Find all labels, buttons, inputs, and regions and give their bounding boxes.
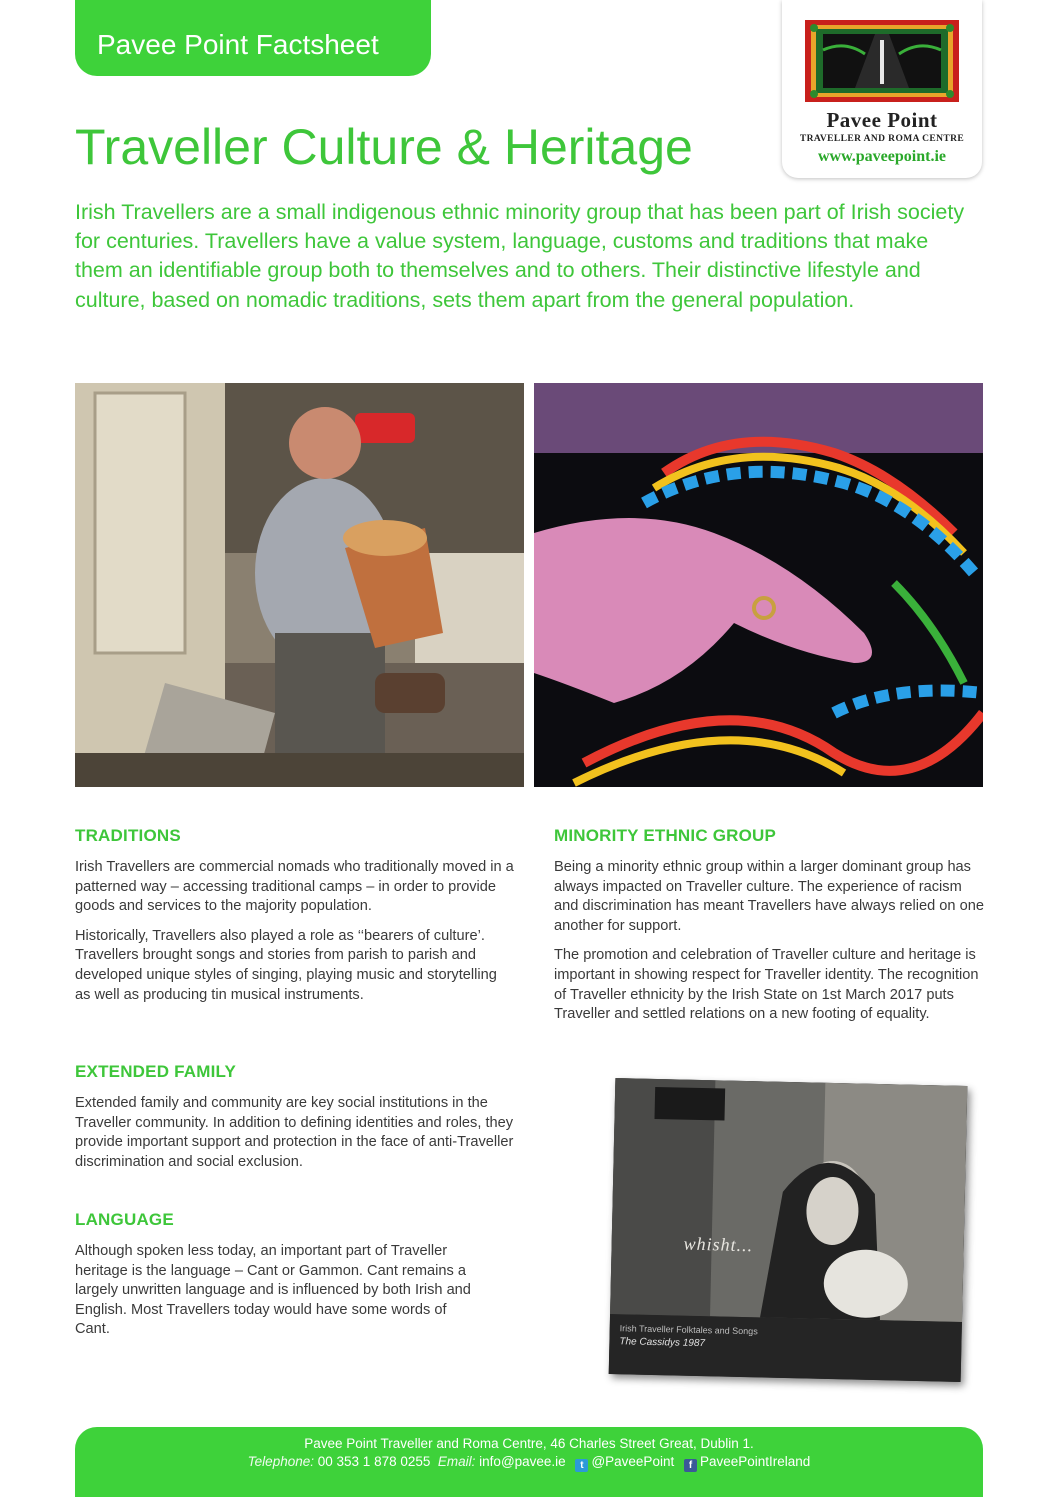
facebook-icon[interactable]: f [684,1459,697,1472]
language-paragraph: Although spoken less today, an important part of Traveller heritage is the language – Cant or Gammon. Cant remains a largely unwritten language and is influenced by both Irish and English. Most Travellers today would have some words of Cant. [75,1243,471,1338]
factsheet-tab: Pavee Point Factsheet [75,0,431,76]
traditions-paragraph-1: Irish Travellers are commercial nomads who traditionally moved in a patterned way – accessing traditional camps – in order to provide goods and services to the majority population. [75,859,514,915]
telephone-label: Telephone: [247,1454,314,1469]
cd-title: whisht... [683,1233,754,1256]
language-heading: LANGUAGE [75,1210,174,1229]
minority-section [554,826,986,1035]
intro-paragraph: Irish Travellers are a small indigenous ethnic minority group that has been part of Irish society for centuries. Travellers have a value system, language, customs and traditions that make them an identifiable group both to themselves and to others. Their distinctive lifestyle and culture, based on nomadic traditions, sets them apart from the general population. [75,200,965,312]
traditions-paragraph-2: Historically, Travellers also played a role as ‘‘bearers of culture’. Travellers brought songs and stories from parish to parish and developed unique styles of singing, playing music and storytelling as well as producing tin musical instruments. [75,927,497,1003]
traditions-section [75,826,515,1005]
extended-family-paragraph: Extended family and community are key social institutions in the Traveller community. In addition to defining identities and roles, they provide important support and protection in the face of anti-Traveller discrimination and social exclusion. [75,1095,514,1170]
website-link[interactable]: www.paveepoint.ie [818,148,946,165]
cd-artist: The Cassidys 1987 [619,1336,706,1350]
cd-cover-image [609,1078,968,1382]
left-column [75,826,515,1015]
telephone-number[interactable]: 00 353 1 878 0255 [317,1454,431,1469]
embroidery-photo [534,383,983,787]
logo-artwork [805,20,959,102]
footer-address: Pavee Point Traveller and Roma Centre, 46 Charles Street Great, Dublin 1. [304,1436,754,1451]
twitter-handle[interactable]: @PaveePoint [591,1454,675,1469]
email-link[interactable]: info@pavee.ie [479,1454,566,1469]
footer [75,1427,983,1497]
extended-family-section [75,1062,515,1182]
tinsmith-photo [75,383,524,787]
traditions-heading: TRADITIONS [75,826,181,845]
logo-subtitle: TRAVELLER AND ROMA CENTRE [799,134,965,144]
page-title: Traveller Culture & Heritage [75,119,693,175]
minority-paragraph-2: The promotion and celebration of Traveller culture and heritage is important in showing respect for Traveller identity. The recognition of Traveller ethnicity by the Irish State on 1st March 2017 puts Traveller and settled relations on a new footing of equality. [554,947,979,1023]
minority-paragraph-1: Being a minority ethnic group within a larger dominant group has always impacted on Traveller culture. The experience of racism and discrimination has meant Travellers have always relied on one another for support. [554,859,984,934]
twitter-icon[interactable]: t [575,1459,588,1472]
minority-heading: MINORITY ETHNIC GROUP [554,826,777,845]
pavee-point-logo[interactable] [782,0,982,178]
facebook-handle[interactable]: PaveePointIreland [699,1454,811,1469]
language-section [75,1210,475,1350]
extended-family-heading: EXTENDED FAMILY [75,1062,237,1081]
email-label: Email: [437,1454,476,1469]
logo-name: Pavee Point [826,108,938,132]
cd-subtitle: Irish Traveller Folktales and Songs [619,1323,758,1337]
footer-contacts [75,1454,983,1472]
